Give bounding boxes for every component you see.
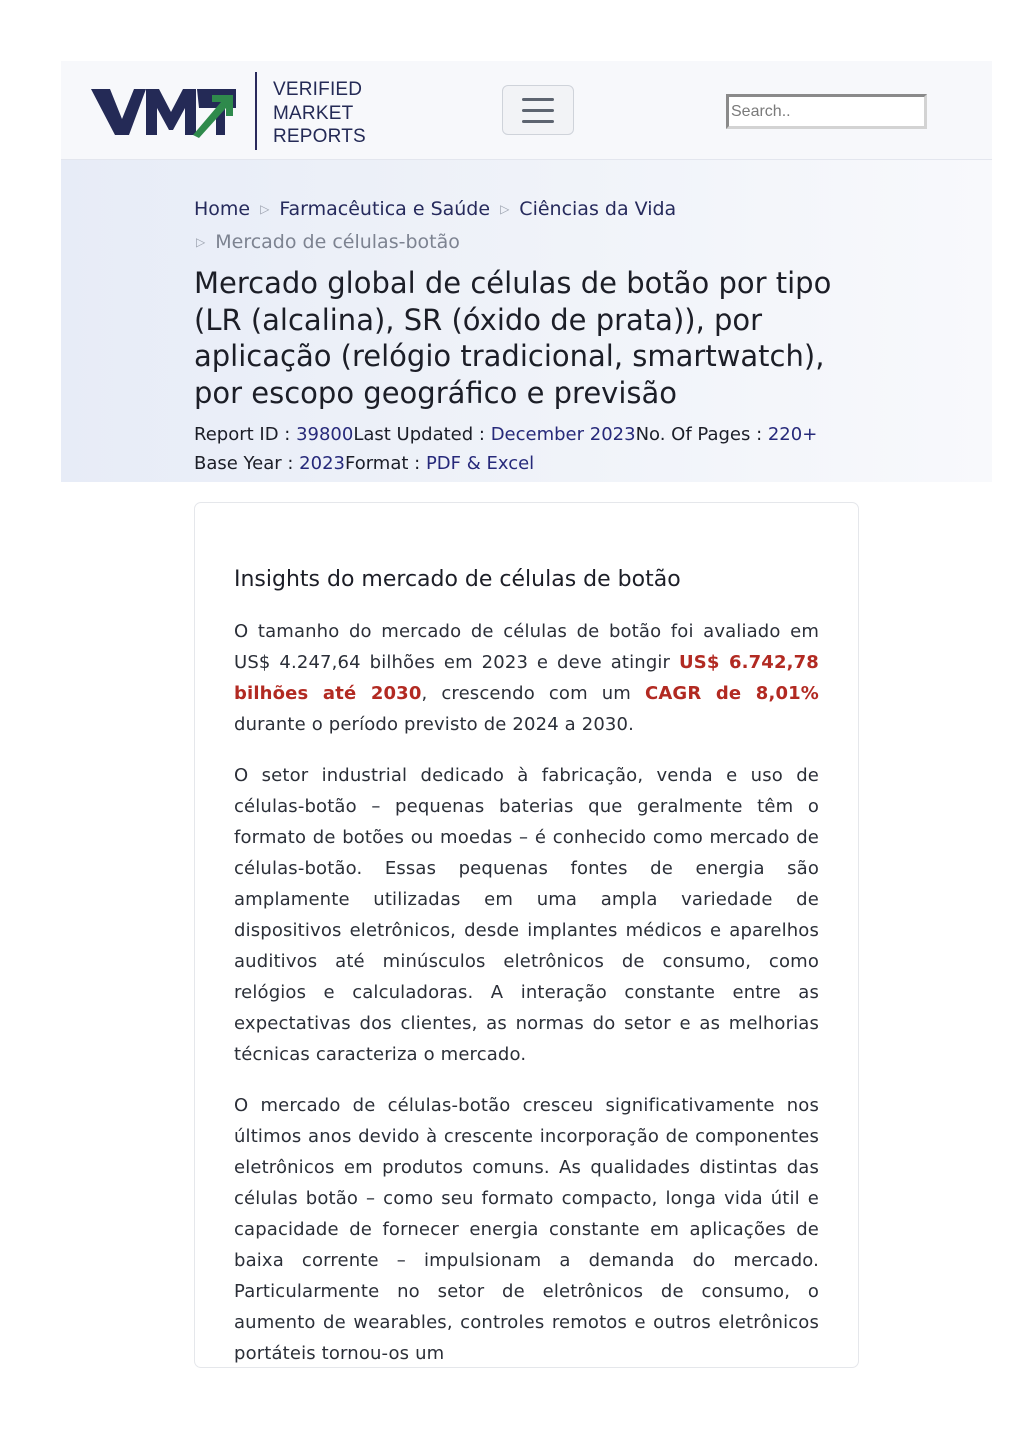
- menu-toggle-button[interactable]: [502, 85, 574, 135]
- report-meta: [194, 421, 817, 478]
- report-id-label: Report ID :: [194, 424, 297, 445]
- breadcrumb-current: Mercado de células-botão: [215, 231, 460, 253]
- caret-right-icon: ▷: [500, 202, 510, 216]
- logo-line-market: MARKET: [273, 102, 354, 124]
- p1-text-c: , crescendo com um: [421, 683, 645, 704]
- logo-line-reports: REPORTS: [273, 126, 366, 147]
- cagr-highlight: CAGR de 8,01%: [644, 683, 819, 704]
- site-header: [61, 61, 992, 160]
- vmr-logo[interactable]: [91, 75, 371, 151]
- breadcrumb: [194, 194, 894, 260]
- vmr-logo-mark-icon: [91, 86, 239, 138]
- meta-row-2: [194, 450, 817, 479]
- breadcrumb-home[interactable]: Home: [194, 198, 251, 220]
- page-title: Mercado global de células de botão por tipo (LR (alcalina), SR (óxido de prata)), por aplicação (relógio tradicional, smartwatch), por escopo geográfico e previsão: [194, 266, 832, 410]
- report-hero: [61, 160, 992, 482]
- search-input[interactable]: [729, 97, 924, 126]
- logo-wordmark: [273, 78, 366, 149]
- base-year-value: 2023: [299, 452, 345, 474]
- insights-heading: Insights do mercado de células de botão: [234, 567, 681, 592]
- p1-text-e: durante o período previsto de 2024 a 2030.: [234, 714, 634, 735]
- caret-right-icon: ▷: [196, 235, 206, 249]
- breadcrumb-life-sciences[interactable]: Ciências da Vida: [519, 198, 677, 220]
- report-id-value: 39800: [296, 424, 354, 445]
- insights-card: [194, 502, 859, 1368]
- pages-label: No. Of Pages :: [635, 424, 768, 445]
- last-updated-value: December 2023: [490, 424, 636, 445]
- logo-line-verified: VERIFIED: [273, 79, 363, 100]
- base-year-label: Base Year :: [194, 452, 300, 474]
- insights-paragraph-2: O setor industrial dedicado à fabricação, venda e uso de células-botão – pequenas baterias que geralmente têm o formato de botões ou moedas – é conhecido como mercado de células-botão. Essas pequenas fontes de energia são amplamente utilizadas em uma ampla variedade de dispositivos eletrônicos, desde implantes médicos e aparelhos auditivos até minúsculos eletrônicos de consumo, como relógios e calculadoras. A interação constante entre as expectativas dos clientes, as normas do setor e as melhorias técnicas caracteriza o mercado.: [234, 765, 819, 1065]
- search-box[interactable]: [726, 94, 927, 129]
- format-value: PDF & Excel: [425, 452, 535, 474]
- format-label: Format :: [344, 452, 426, 474]
- logo-divider: [255, 72, 257, 150]
- caret-right-icon: ▷: [260, 202, 270, 216]
- insights-paragraph-3: O mercado de células-botão cresceu significativamente nos últimos anos devido à crescente incorporação de componentes eletrônicos em produtos comuns. As qualidades distintas das células botão – como seu formato compacto, longa vida útil e capacidade de fornecer energia constante em aplicações de baixa corrente – impulsionam a demanda do mercado. Particularmente no setor de eletrônicos de consumo, o aumento de wearables, controles remotos e outros eletrônicos portáteis tornou-os um: [234, 1095, 819, 1364]
- breadcrumb-pharma[interactable]: Farmacêutica e Saúde: [279, 198, 491, 220]
- insights-paragraph-1: [234, 616, 819, 740]
- market-forecast-highlight: US$ 6.742,78 bilhões até 2030: [234, 652, 819, 704]
- meta-row-1: [194, 421, 817, 450]
- last-updated-label: Last Updated :: [353, 424, 491, 445]
- insights-body: [234, 616, 819, 1368]
- p1-text-a: O tamanho do mercado de células de botão foi avaliado em US$ 4.247,64 bilhões em 2023 e deve atingir: [234, 621, 819, 673]
- pages-value: 220+: [767, 424, 818, 445]
